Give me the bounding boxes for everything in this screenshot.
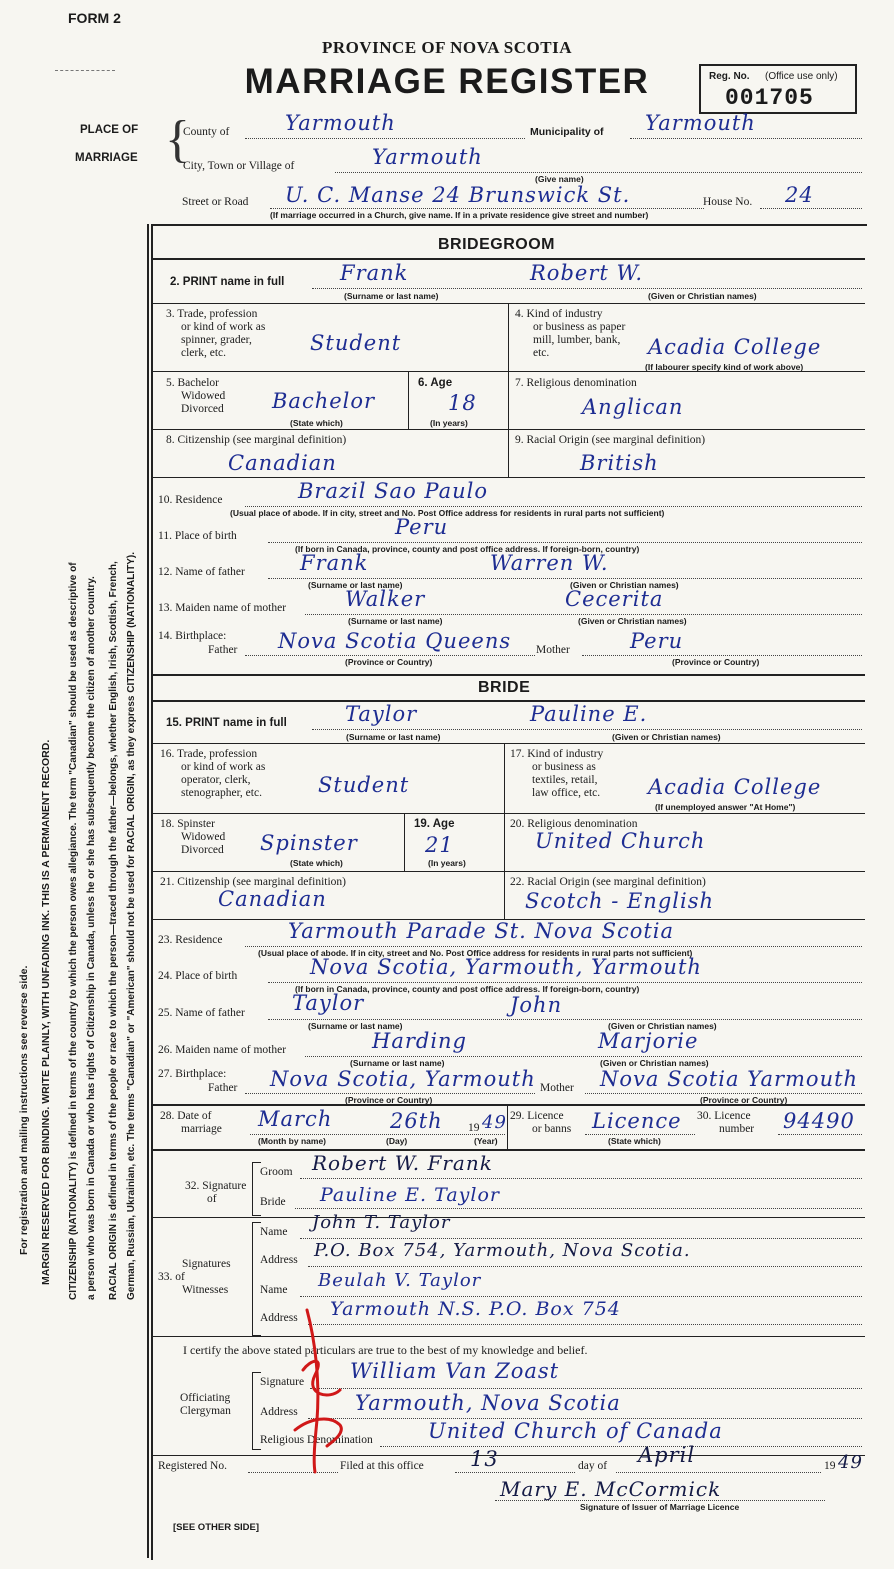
bride-birthplace-label: 24. Place of birth (158, 970, 238, 982)
date-label: 28. Date of marriage (160, 1110, 222, 1135)
form-label: FORM 2 (68, 10, 121, 26)
groom-racial: British (580, 451, 659, 475)
bride-signature: Pauline E. Taylor (320, 1184, 500, 1206)
city-label: City, Town or Village of (183, 160, 295, 172)
groom-religion-label: 7. Religious denomination (515, 377, 637, 389)
groom-bp-label: 14. Birthplace: (158, 630, 227, 642)
father-given-note: (Given or Christian names) (570, 580, 679, 590)
year-note: (Year) (474, 1136, 498, 1146)
bride-residence-note: (Usual place of abode. If in city, street and No. Post Office address for residents in rural parts not sufficient) (258, 948, 693, 958)
father-surname-note: (Surname or last name) (308, 580, 403, 590)
bride-bp-label: 27. Birthplace: (158, 1068, 227, 1080)
groom-name-label: 2. PRINT name in full (170, 276, 285, 288)
w2-name-label: Name (260, 1284, 288, 1296)
clergy-signature: William Van Zoast (350, 1359, 560, 1383)
bride-citizenship-label: 21. Citizenship (see marginal definition) (160, 876, 346, 888)
province-note-2: (Province or Country) (672, 657, 760, 667)
bride-mother-surname-note: (Surname or last name) (350, 1058, 445, 1068)
county-label: County of (183, 126, 230, 138)
certify-text: I certify the above stated particulars are true to the best of my knowledge and belief. (183, 1343, 588, 1357)
year-prefix: 19 (468, 1122, 480, 1134)
groom-given: Robert W. (530, 261, 644, 285)
denomination-value: United Church of Canada (428, 1419, 723, 1443)
groom-trade: Student (310, 331, 402, 355)
filed-year-prefix: 19 (824, 1460, 836, 1472)
municipality-value: Yarmouth (645, 111, 756, 135)
groom-age: 18 (448, 391, 477, 415)
state-which-note: (State which) (290, 418, 343, 428)
bride-age: 21 (425, 833, 454, 857)
groom-mother-surname: Walker (345, 587, 426, 611)
bride-industry-label: 17. Kind of industry or business as textiles, retail, law office, etc. (510, 748, 604, 799)
surname-note: (Surname or last name) (344, 291, 439, 301)
filed-label: Filed at this office (340, 1460, 424, 1472)
day-of-label: day of (578, 1460, 608, 1472)
given-note: (Given or Christian names) (648, 291, 757, 301)
place-label-2: MARRIAGE (75, 152, 138, 164)
municipality-label: Municipality of (530, 126, 604, 138)
filed-day: 13 (470, 1447, 499, 1471)
in-years-note: (In years) (430, 418, 468, 428)
groom-signature: Robert W. Frank (312, 1151, 493, 1175)
bride-mother-label: 26. Maiden name of mother (158, 1044, 287, 1056)
bride-religion: United Church (535, 829, 706, 853)
bride-in-years: (In years) (428, 858, 466, 868)
page-title: MARRIAGE REGISTER (244, 62, 650, 101)
groom-residence: Brazil Sao Paulo (298, 479, 488, 503)
red-check-mark (285, 1300, 365, 1480)
margin-line-1: For registration and mailing instructions see reverse side. (18, 965, 30, 1255)
groom-father-surname: Frank (300, 551, 369, 575)
filed-year: 49 (838, 1452, 863, 1473)
margin-line-4: a person who was born in Canada or who has rights of Citizenship in Canada, unless he or she has subsequently become the citizen of another country. (86, 576, 97, 1300)
bride-father-given: John (510, 993, 563, 1017)
house-value: 24 (785, 183, 814, 207)
bride-father-given-note: (Given or Christian names) (608, 1021, 717, 1031)
bridegroom-header: BRIDEGROOM (438, 236, 555, 253)
bride-sig-label: Bride (260, 1196, 286, 1208)
bride-bp-father: Nova Scotia, Yarmouth (270, 1067, 536, 1091)
county-value: Yarmouth (285, 111, 396, 135)
province-note-1: (Province or Country) (345, 657, 433, 667)
bride-mother-given-note: (Given or Christian names) (600, 1058, 709, 1068)
bride-racial: Scotch - English (525, 889, 714, 913)
groom-religion: Anglican (582, 395, 684, 419)
groom-birthplace: Peru (395, 515, 449, 539)
groom-sig-label: Groom (260, 1166, 293, 1178)
marriage-day: 26th (390, 1109, 443, 1133)
groom-mother-label: 13. Maiden name of mother (158, 602, 287, 614)
bride-name-label: 15. PRINT name in full (166, 717, 287, 729)
groom-status-label: 5. Bachelor Widowed Divorced (166, 377, 226, 415)
denomination-label: Religious Denomination (260, 1434, 373, 1446)
bride-industry: Acadia College (648, 775, 822, 799)
reg-no-value: 001705 (725, 85, 814, 111)
bride-trade-label: 16. Trade, profession or kind of work as operator, clerk, stenographer, etc. (160, 748, 266, 799)
groom-bp-mother-label: Mother (536, 644, 570, 656)
province-title: PROVINCE OF NOVA SCOTIA (321, 38, 572, 57)
clergy-label: Officiating Clergyman (180, 1392, 231, 1417)
groom-birthplace-label: 11. Place of birth (158, 530, 237, 542)
licence-number: 94490 (783, 1109, 855, 1133)
bride-header: BRIDE (478, 679, 531, 696)
clergy-sig-label: Signature (260, 1376, 305, 1388)
groom-bp-mother: Peru (630, 629, 684, 653)
bride-given-note: (Given or Christian names) (612, 732, 721, 742)
brace: { (165, 111, 190, 168)
marriage-year: 49 (482, 1112, 507, 1133)
groom-status: Bachelor (272, 389, 376, 413)
w1-address-label: Address (260, 1254, 298, 1266)
margin-line-3: CITIZENSHIP (NATIONALITY) is defined in terms of the country to which the person owes allegiance. The term "Canadian" should be used as descriptive of (68, 562, 79, 1300)
margin-line-2: MARGIN RESERVED FOR BINDING. WRITE PLAINLY, WITH UNFADING INK. THIS IS A PERMANENT RECORD. (40, 739, 52, 1285)
street-label: Street or Road (182, 196, 249, 208)
street-note: (If marriage occurred in a Church, give name. If in a private residence give street and number) (270, 210, 649, 220)
licence-label: 29. Licence or banns (510, 1110, 572, 1135)
licence-no-label: 30. Licence number (697, 1110, 755, 1135)
bride-residence: Yarmouth Parade St. Nova Scotia (288, 919, 675, 943)
residence-note: (Usual place of abode. If in city, street and No. Post Office address for residents in rural parts not sufficient) (230, 508, 665, 518)
witness-label: Signatures 33. of Witnesses (158, 1258, 231, 1296)
w2-address: Yarmouth N.S. P.O. Box 754 (330, 1298, 621, 1320)
groom-citizenship: Canadian (228, 451, 337, 475)
birthplace-note: (If born in Canada, province, county and post office address. If foreign-born, country) (295, 544, 640, 554)
groom-mother-given: Cecerita (565, 587, 664, 611)
groom-father-given: Warren W. (490, 551, 609, 575)
w2-name: Beulah V. Taylor (318, 1270, 482, 1291)
see-other-side: [SEE OTHER SIDE] (173, 1522, 260, 1533)
bride-bp-mother-label: Mother (540, 1082, 574, 1094)
marriage-month: March (258, 1107, 333, 1131)
groom-age-label: 6. Age (418, 377, 453, 389)
w1-name: John T. Taylor (312, 1212, 451, 1233)
groom-industry-note: (If labourer specify kind of work above) (645, 362, 804, 372)
bride-status-label: 18. Spinster Widowed Divorced (160, 818, 226, 856)
clergy-address-label: Address (260, 1406, 298, 1418)
groom-trade-label: 3. Trade, profession or kind of work as spinner, grader, clerk, etc. (166, 308, 266, 359)
bride-state-which: (State which) (290, 858, 343, 868)
registered-no-label: Registered No. (158, 1460, 227, 1472)
bride-province-note-2: (Province or Country) (700, 1095, 788, 1105)
month-note: (Month by name) (258, 1136, 326, 1146)
bride-given: Pauline E. (530, 702, 648, 726)
filed-month: April (638, 1443, 696, 1467)
bride-residence-label: 23. Residence (158, 934, 223, 946)
bride-bp-father-label: Father (208, 1082, 238, 1094)
groom-bp-father-label: Father (208, 644, 238, 656)
bride-father-surname: Taylor (292, 991, 365, 1015)
bride-status: Spinster (260, 831, 358, 855)
bride-citizenship: Canadian (218, 887, 327, 911)
reg-no-box (699, 64, 857, 114)
issuer-signature: Mary E. McCormick (500, 1477, 722, 1501)
mother-surname-note: (Surname or last name) (348, 616, 443, 626)
bride-mother-surname: Harding (372, 1029, 467, 1053)
groom-industry-label: 4. Kind of industry or business as paper mill, lumber, bank, etc. (515, 308, 626, 359)
clergy-address: Yarmouth, Nova Scotia (355, 1391, 621, 1415)
bride-surname: Taylor (345, 702, 418, 726)
groom-bp-father: Nova Scotia Queens (278, 629, 512, 653)
city-value: Yarmouth (372, 145, 483, 169)
licence-value: Licence (592, 1109, 682, 1133)
bride-surname-note: (Surname or last name) (346, 732, 441, 742)
groom-racial-label: 9. Racial Origin (see marginal definition) (515, 434, 706, 446)
margin-line-5: RACIAL ORIGIN is defined in terms of the people or race to which the person—traced through the father—belongs, whether English, Irish, Scottish, French, (108, 561, 119, 1300)
w2-address-label: Address (260, 1312, 298, 1324)
groom-surname: Frank (340, 261, 409, 285)
groom-father-label: 12. Name of father (158, 566, 245, 578)
bride-racial-label: 22. Racial Origin (see marginal definition) (510, 876, 706, 888)
groom-residence-label: 10. Residence (158, 494, 223, 506)
margin-line-6: German, Russian, Ukrainian, etc. The terms "Canadian" or "American" should not be used for RACIAL ORIGIN, as they express CITIZENSHIP (NATIONALITY). (126, 551, 137, 1300)
bride-bp-mother: Nova Scotia Yarmouth (600, 1067, 859, 1091)
bride-birthplace: Nova Scotia, Yarmouth, Yarmouth (310, 955, 702, 979)
signature-of-label: 32. Signature of (185, 1180, 247, 1205)
bride-trade: Student (318, 773, 410, 797)
bride-birthplace-note: (If born in Canada, province, county and post office address. If foreign-born, country) (295, 984, 640, 994)
day-note: (Day) (386, 1136, 408, 1146)
reg-no-label: Reg. No. (709, 71, 750, 82)
bride-father-label: 25. Name of father (158, 1007, 245, 1019)
groom-citizenship-label: 8. Citizenship (see marginal definition) (166, 434, 347, 446)
licence-state-note: (State which) (608, 1136, 661, 1146)
reg-no-note: (Office use only) (765, 71, 838, 82)
mother-given-note: (Given or Christian names) (578, 616, 687, 626)
bride-religion-label: 20. Religious denomination (510, 818, 638, 830)
w1-name-label: Name (260, 1226, 288, 1238)
groom-industry: Acadia College (648, 335, 822, 359)
bride-industry-note: (If unemployed answer "At Home") (655, 802, 796, 812)
street-value: U. C. Manse 24 Brunswick St. (285, 183, 631, 207)
bride-mother-given: Marjorie (598, 1029, 699, 1053)
bride-age-label: 19. Age (414, 818, 455, 830)
w1-address: P.O. Box 754, Yarmouth, Nova Scotia. (314, 1240, 691, 1261)
give-name-note: (Give name) (535, 174, 584, 184)
house-label: House No. (703, 196, 753, 208)
bride-province-note-1: (Province or Country) (345, 1095, 433, 1105)
place-label-1: PLACE OF (80, 124, 139, 136)
issuer-label: Signature of Issuer of Marriage Licence (580, 1502, 740, 1512)
bride-father-surname-note: (Surname or last name) (308, 1021, 403, 1031)
